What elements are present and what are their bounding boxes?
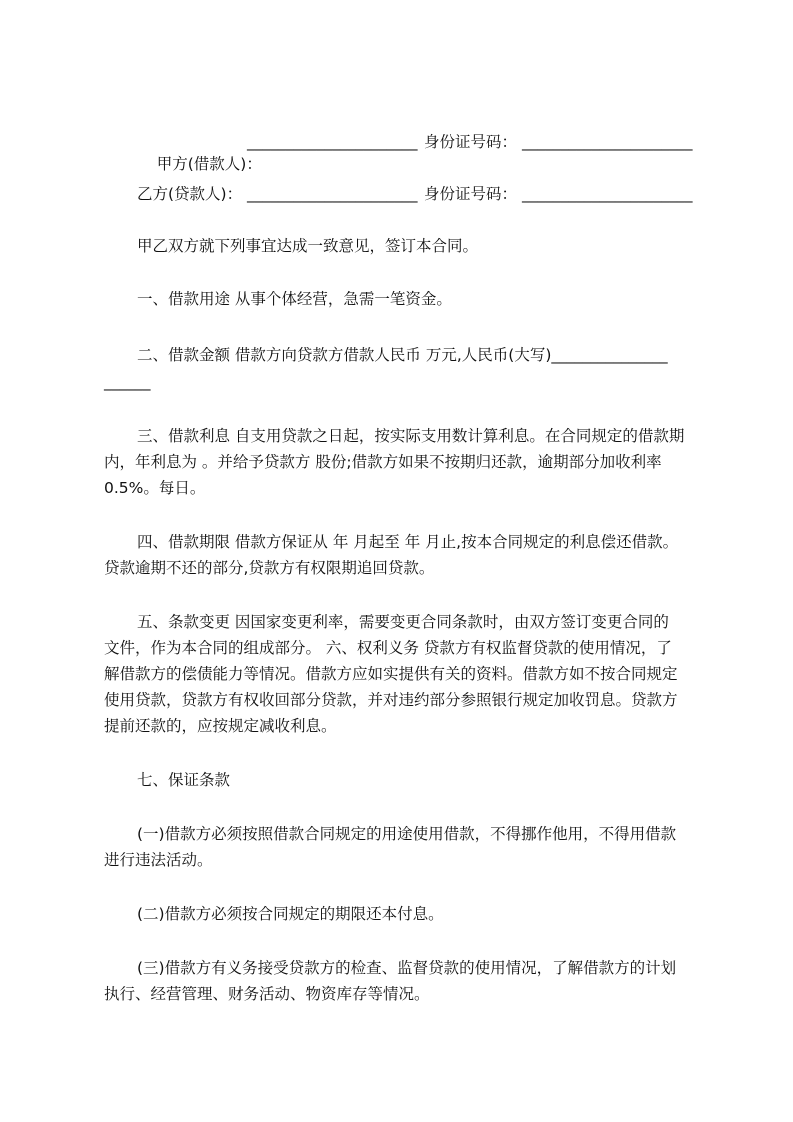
clause-7-2: (二)借款方必须按合同规定的期限还本付息。	[137, 905, 444, 923]
clause-5-line-4: 使用贷款，贷款方有权收回部分贷款，并对违约部分参照银行规定加收罚息。贷款方	[104, 691, 678, 709]
clause-5-line-2: 文件，作为本合同的组成部分。 六、权利义务 贷款方有权监督贷款的使用情况，了	[104, 639, 672, 657]
clause-5-line-5: 提前还款的，应按规定减收利息。	[104, 717, 337, 735]
lender-id-label: 身份证号码：	[424, 133, 518, 151]
clause-3-line-2: 内，年利息为 。并给予贷款方 股份;借款方如果不按期归还款，逾期部分加收利率	[104, 453, 662, 471]
lender-label: 甲方(借款人)：	[156, 155, 262, 173]
clause-3-line-3: 0.5%。每日。	[104, 479, 206, 497]
lender-name-blank: ______________________	[247, 133, 418, 151]
clause-7-1-line-1: (一)借款方必须按照借款合同规定的用途使用借款，不得挪作他用，不得用借款	[137, 825, 677, 843]
borrower-id-blank: ______________________	[522, 185, 693, 203]
intro-text: 甲乙双方就下列事宜达成一致意见，签订本合同。	[137, 237, 479, 255]
clause-7-3-line-2: 执行、经营管理、财务活动、物资库存等情况。	[104, 985, 430, 1003]
borrower-label: 乙方(贷款人)：	[137, 185, 243, 203]
clause-2-line-2: ______	[104, 373, 151, 391]
clause-7-heading: 七、保证条款	[137, 771, 231, 789]
clause-7-3-line-1: (三)借款方有义务接受贷款方的检查、监督贷款的使用情况，了解借款方的计划	[137, 959, 677, 977]
clause-4-line-2: 贷款逾期不还的部分,贷款方有权限期追回贷款。	[104, 559, 435, 577]
borrower-name-blank: ______________________	[247, 185, 418, 203]
clause-5-line-1: 五、条款变更 因国家变更利率，需要变更合同条款时，由双方签订变更合同的	[137, 613, 669, 631]
borrower-id-label: 身份证号码：	[424, 185, 518, 203]
clause-5-line-3: 解借款方的偿债能力等情况。借款方应如实提供有关的资料。借款方如不按合同规定	[104, 665, 678, 683]
clause-4-line-1: 四、借款期限 借款方保证从 年 月起至 年 月止,按本合同规定的利息偿还借款。	[137, 533, 679, 551]
clause-7-1-line-2: 进行违法活动。	[104, 851, 213, 869]
lender-id-blank: ______________________	[522, 133, 693, 151]
clause-2-line-1: 二、借款金额 借款方向贷款方借款人民币 万元,人民币(大写)_______________	[137, 346, 668, 364]
clause-3-line-1: 三、借款利息 自支用贷款之日起，按实际支用数计算利息。在合同规定的借款期	[137, 427, 685, 445]
clause-1: 一、借款用途 从事个体经营，急需一笔资金。	[137, 290, 452, 308]
